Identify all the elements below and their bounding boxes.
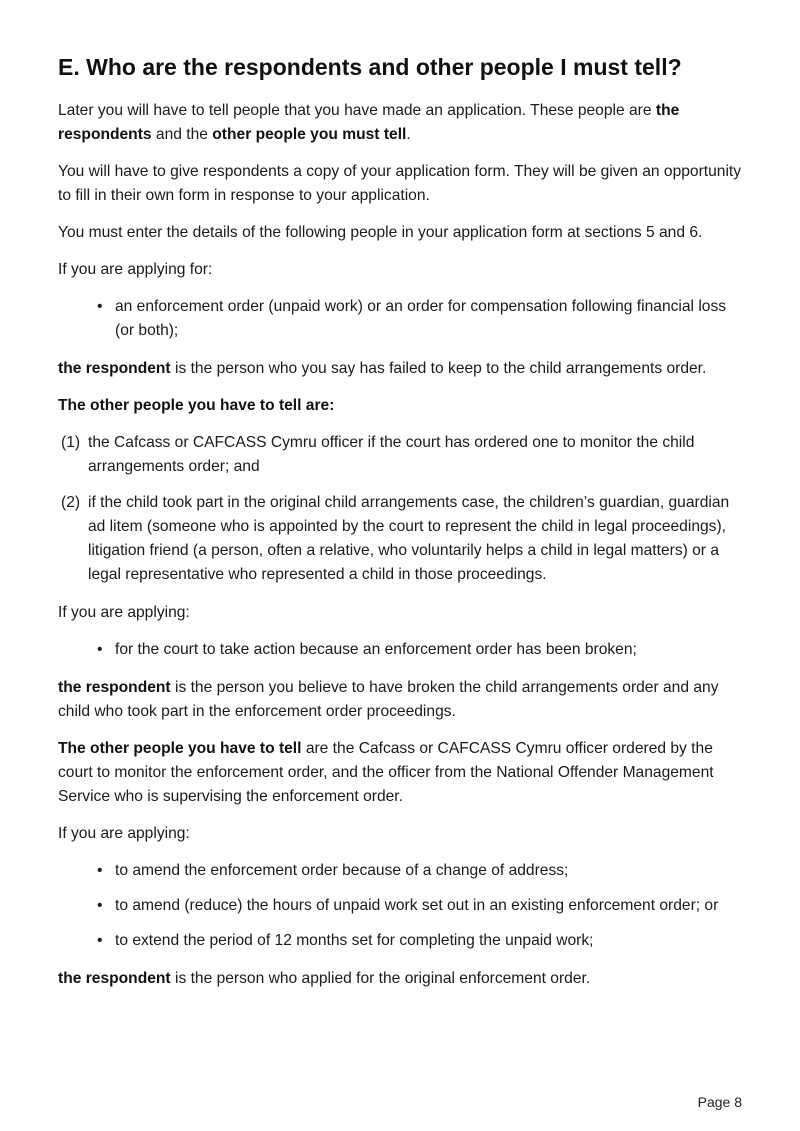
section2-lead: If you are applying: xyxy=(58,604,190,621)
list-item xyxy=(97,295,748,343)
numbered-item-text: the Cafcass or CAFCASS Cymru officer if the court has ordered one to monitor the child arrangements order; and xyxy=(88,434,695,475)
bullet-icon: • xyxy=(97,897,103,914)
respondent-text: is the person you believe to have broken the child arrangements order and any child who took part in the enforcement order proceedings. xyxy=(58,679,719,720)
section3-lead: If you are applying: xyxy=(58,825,190,842)
respondent-label: the respondent xyxy=(58,360,171,377)
list-item xyxy=(97,859,748,883)
item-number: (2) xyxy=(61,494,81,511)
list-item-text: to extend the period of 12 months set for completing the unpaid work; xyxy=(115,932,594,949)
section3-respondent xyxy=(58,967,748,991)
copy-paragraph: You will have to give respondents a copy of your application form. They will be given an opportunity to fill in their own form in response to your application. xyxy=(58,163,742,204)
intro-bold-other-people: other people you must tell xyxy=(212,126,407,143)
intro-text-2: and the xyxy=(151,126,213,143)
item-number: (1) xyxy=(61,434,81,451)
list-item xyxy=(97,894,748,918)
section1-numbered-list xyxy=(58,431,748,587)
others-label: The other people you have to tell xyxy=(58,740,302,757)
numbered-item xyxy=(61,431,748,479)
page-number: Page 8 xyxy=(697,1094,742,1110)
list-item-text: for the court to take action because an enforcement order has been broken; xyxy=(115,641,637,658)
section2-others xyxy=(58,737,748,809)
intro-bold-respondents: the respondents xyxy=(58,102,680,143)
section1-lead: If you are applying for: xyxy=(58,261,213,278)
bullet-icon: • xyxy=(97,298,103,315)
respondent-label: the respondent xyxy=(58,970,171,987)
section2-bullet-list xyxy=(58,638,748,662)
list-item-text: to amend the enforcement order because of a change of address; xyxy=(115,862,569,879)
section2-respondent xyxy=(58,676,748,724)
document-page xyxy=(58,52,748,1004)
intro-text-1: Later you will have to tell people that you have made an application. These people are xyxy=(58,102,656,119)
section1-respondent xyxy=(58,357,748,381)
list-item xyxy=(97,929,748,953)
section3-bullet-list xyxy=(58,859,748,953)
list-item-text: to amend (reduce) the hours of unpaid work set out in an existing enforcement order; or xyxy=(115,897,719,914)
respondent-text: is the person who applied for the original enforcement order. xyxy=(170,970,591,987)
section1-others-heading xyxy=(58,394,748,418)
section-heading: E. Who are the respondents and other people I must tell? xyxy=(58,54,682,80)
intro-paragraph xyxy=(58,99,748,147)
bullet-icon: • xyxy=(97,862,103,879)
respondent-label: the respondent xyxy=(58,679,171,696)
intro-text-3: . xyxy=(406,126,411,143)
section1-bullet-list xyxy=(58,295,748,343)
others-text: are the Cafcass or CAFCASS Cymru officer ordered by the court to monitor the enforcement order, and the officer from the National Offender Management Service who is supervising the enforcement order. xyxy=(58,740,714,805)
list-item xyxy=(97,638,748,662)
numbered-item xyxy=(61,491,748,587)
respondent-text: is the person who you say has failed to keep to the child arrangements order. xyxy=(170,360,707,377)
numbered-item-text: if the child took part in the original child arrangements case, the children’s guardian, guardian ad litem (someone who is appointed by the court to represent the child in legal proceedings), litigation friend (a person, often a relative, who voluntarily helps a child in legal matters) or a legal representative who represented a child in those proceedings. xyxy=(88,494,730,583)
details-paragraph: You must enter the details of the following people in your application form at sections 5 and 6. xyxy=(58,224,703,241)
others-heading-text: The other people you have to tell are: xyxy=(58,397,335,414)
bullet-icon: • xyxy=(97,932,103,949)
list-item-text: an enforcement order (unpaid work) or an order for compensation following financial loss (or both); xyxy=(115,298,727,339)
bullet-icon: • xyxy=(97,641,103,658)
